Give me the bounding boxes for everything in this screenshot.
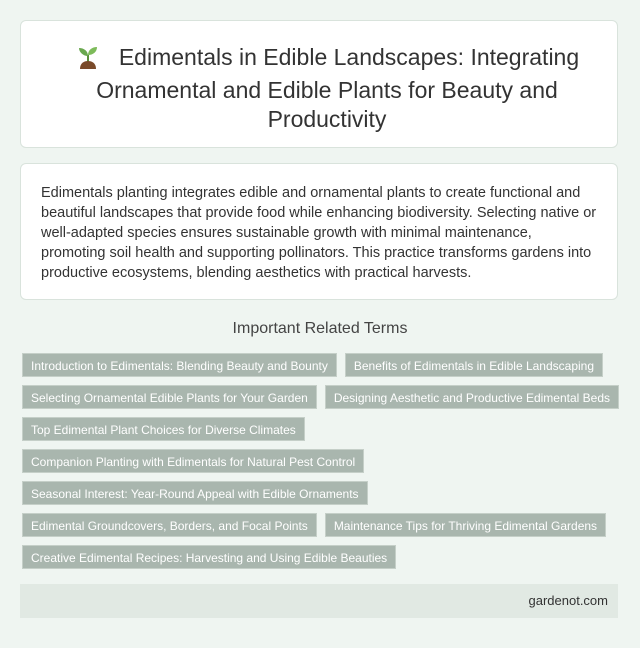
related-term-tag[interactable]: Selecting Ornamental Edible Plants for Your Garden xyxy=(22,385,317,409)
related-term-tag[interactable]: Edimental Groundcovers, Borders, and Focal Points xyxy=(22,513,317,537)
related-term-tag[interactable]: Maintenance Tips for Thriving Edimental Gardens xyxy=(325,513,606,537)
footer xyxy=(20,584,618,618)
related-term-tag[interactable]: Companion Planting with Edimentals for Natural Pest Control xyxy=(22,449,364,473)
seedling-icon xyxy=(75,43,101,76)
page-title-text: Edimentals in Edible Landscapes: Integrating Ornamental and Edible Plants for Beauty and Productivity xyxy=(96,44,580,132)
related-term-tag[interactable]: Seasonal Interest: Year-Round Appeal with Edible Ornaments xyxy=(22,481,368,505)
related-term-tag[interactable]: Introduction to Edimentals: Blending Beauty and Bounty xyxy=(22,353,337,377)
related-term-tag[interactable]: Creative Edimental Recipes: Harvesting and Using Edible Beauties xyxy=(22,545,396,569)
title-card xyxy=(20,20,618,148)
description-text: Edimentals planting integrates edible and ornamental plants to create functional and beautiful landscapes that provide food while enhancing biodiversity. Selecting native or well-adapted species ensures sustainable growth with minimal maintenance, promoting soil health and supporting pollinators. This practice transforms gardens into productive ecosystems, blending aesthetics with practical harvests. xyxy=(41,185,597,281)
footer-site-link[interactable]: gardenot.com xyxy=(528,593,608,608)
related-term-tag[interactable]: Benefits of Edimentals in Edible Landscaping xyxy=(345,353,603,377)
related-terms-list xyxy=(22,353,622,577)
related-term-tag[interactable]: Designing Aesthetic and Productive Edimental Beds xyxy=(325,385,619,409)
description-card xyxy=(20,163,618,300)
related-term-tag[interactable]: Top Edimental Plant Choices for Diverse Climates xyxy=(22,417,305,441)
page-title xyxy=(57,43,597,134)
related-terms-heading: Important Related Terms xyxy=(232,320,408,337)
